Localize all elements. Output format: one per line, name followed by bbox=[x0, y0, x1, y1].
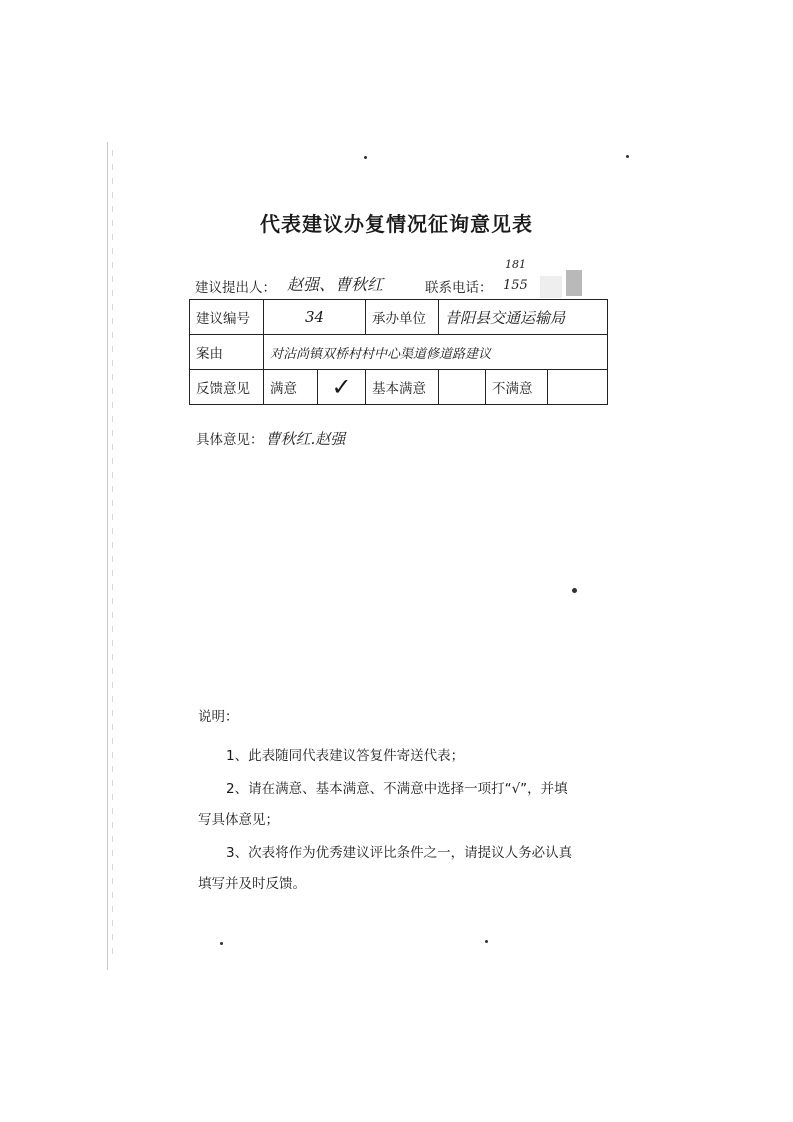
contact-label: 联系电话： bbox=[425, 280, 493, 296]
proposer-names-handwritten: 赵强、曹秋红 bbox=[287, 275, 384, 294]
specific-opinion bbox=[196, 428, 345, 449]
scan-speck bbox=[572, 588, 577, 593]
document-title: 代表建议办复情况征询意见表 bbox=[260, 212, 533, 236]
option-unsatisfied-label: 不满意 bbox=[486, 370, 548, 405]
redaction-mark bbox=[540, 276, 562, 298]
phone-handwritten-line1: 181 bbox=[505, 258, 526, 271]
note-item-3-line-1: 3、次表将作为优秀建议评比条件之一，请提议人务必认真 bbox=[226, 845, 573, 861]
instructions bbox=[198, 702, 618, 900]
option-basic-satisfied-checkbox[interactable] bbox=[439, 370, 486, 405]
table-row bbox=[190, 370, 608, 405]
case-label-cell: 案由 bbox=[190, 335, 264, 370]
option-basic-satisfied-label: 基本满意 bbox=[366, 370, 439, 405]
scan-speck bbox=[626, 155, 629, 158]
proposer-label: 建议提出人： bbox=[195, 280, 276, 296]
note-item-1: 1、此表随同代表建议答复件寄送代表； bbox=[226, 748, 465, 764]
scan-speck bbox=[364, 156, 367, 159]
note-item-3-line-2: 填写并及时反馈。 bbox=[198, 876, 306, 892]
note-item-2-line-1: 2、请在满意、基本满意、不满意中选择一项打“√”，并填 bbox=[226, 781, 568, 797]
opinion-handwritten: 曹秋红.赵强 bbox=[265, 430, 346, 448]
table-row bbox=[190, 335, 608, 370]
case-value-cell: 对沾尚镇双桥村村中心渠道修道路建议 bbox=[264, 335, 608, 370]
table-row bbox=[190, 300, 608, 335]
feedback-label-cell: 反馈意见 bbox=[190, 370, 264, 405]
option-satisfied-label: 满意 bbox=[264, 370, 318, 405]
phone-handwritten-line2: 155 bbox=[503, 278, 528, 293]
option-unsatisfied-checkbox[interactable] bbox=[548, 370, 608, 405]
note-item-2-line-2: 写具体意见； bbox=[198, 812, 279, 828]
feedback-form-table bbox=[189, 299, 608, 405]
unit-label-cell: 承办单位 bbox=[366, 300, 439, 335]
opinion-label: 具体意见： bbox=[196, 432, 264, 448]
scan-speck bbox=[220, 942, 223, 945]
option-satisfied-checkbox[interactable]: ✓ bbox=[318, 370, 366, 405]
unit-value-cell: 昔阳县交通运输局 bbox=[439, 300, 608, 335]
scan-speck bbox=[485, 940, 488, 943]
number-label-cell: 建议编号 bbox=[190, 300, 264, 335]
redaction-block bbox=[566, 270, 582, 296]
scan-page-edge-shadow bbox=[112, 150, 113, 960]
notes-heading: 说明： bbox=[198, 709, 239, 725]
number-value-cell: 34 bbox=[264, 300, 366, 335]
scan-page-edge bbox=[107, 142, 108, 970]
